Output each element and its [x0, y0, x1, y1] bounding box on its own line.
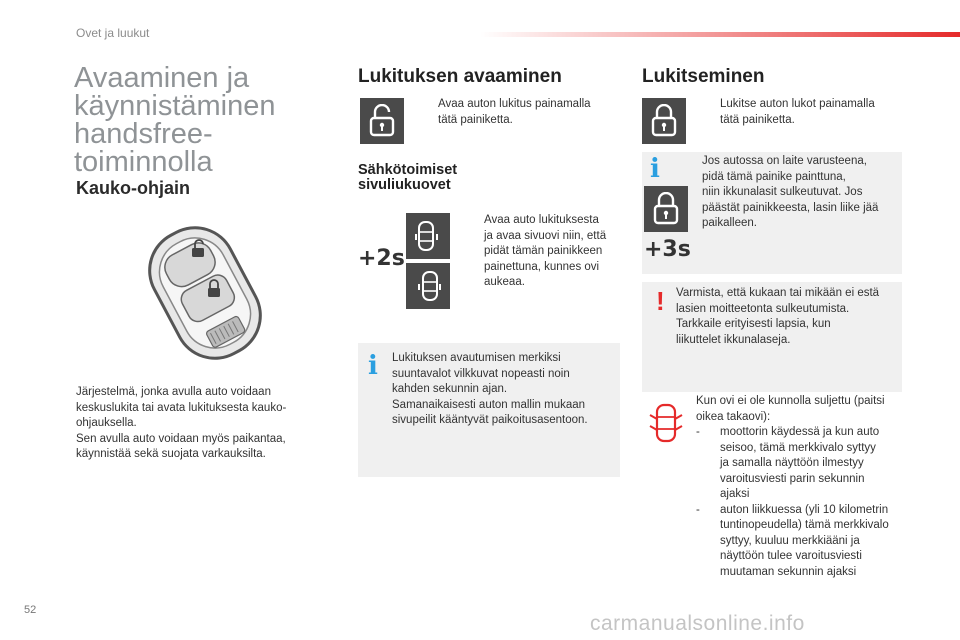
section-header: Ovet ja luukut — [76, 26, 150, 40]
door-warning-text — [696, 394, 906, 580]
info-line: Samanaikaisesti auton mallin mukaan — [392, 398, 586, 411]
header-accent-bar — [480, 32, 960, 37]
watermark: carmanualsonline.info — [590, 612, 805, 635]
info-line: suuntavalot vilkkuvat nopeasti noin — [392, 367, 570, 380]
info-line: sivupeilit kääntyvät paikoitusasentoon. — [392, 414, 588, 426]
door-warning-line: oikea takaovi): — [696, 410, 771, 423]
instruction-line: painettuna, kunnes ovi — [484, 260, 600, 273]
info-line: Lukituksen avautumisen merkiksi — [392, 352, 561, 364]
warning-line: Varmista, että kukaan tai mikään ei estä — [676, 287, 880, 299]
bullet-marker — [702, 97, 720, 113]
door-warning-line: ajaksi — [720, 488, 750, 500]
lock-instruction — [702, 97, 902, 128]
intro-line: Sen avulla auto voidaan myös paikantaa, — [76, 432, 286, 445]
instruction-line: tätä painiketta. — [720, 113, 795, 126]
door-warning-line: seisoo, tämä merkkivalo syttyy — [720, 441, 876, 454]
page-title-line: toiminnolla — [74, 146, 213, 178]
page-title-line: käynnistäminen — [74, 90, 276, 122]
section-subtitle: Kauko-ohjain — [76, 178, 191, 198]
instruction-line: pidät tämän painikkeen — [484, 245, 603, 257]
door-warning-line: näyttöön tulee varoitusviesti — [720, 550, 862, 562]
intro-line: käynnistää sekä suojata varkauksilta. — [76, 448, 266, 460]
door-warning-line: tuntinopeudella) tämä merkkivalo — [720, 519, 889, 531]
left-sliding-door-button-icon — [406, 213, 450, 259]
lock-title: Lukitseminen — [642, 66, 765, 87]
intro-paragraph — [76, 385, 336, 463]
sliding-doors-title-line: Sähkötoimiset — [358, 162, 458, 178]
door-warning-line: ja samalla näyttöön ilmestyy — [720, 457, 864, 469]
instruction-line: tätä painiketta. — [438, 113, 513, 126]
door-warning-line: Kun ovi ei ole kunnolla suljettu (paitsi — [696, 395, 885, 407]
warning-icon: ! — [656, 286, 665, 316]
dash-marker: - — [696, 503, 700, 516]
door-warning-line: auton liikkuessa (yli 10 kilometrin — [720, 503, 889, 516]
warning-line: Tarkkaile erityisesti lapsia, kun — [676, 318, 831, 330]
hold-2s-badge: +2s — [358, 246, 405, 271]
info-line: Jos autossa on laite varusteena, — [702, 155, 867, 167]
warning-line: lasien moitteetonta sulkeutumista. — [676, 302, 850, 315]
unlock-info-box — [358, 343, 620, 477]
intro-line: keskuslukita tai avata lukituksesta kauko- — [76, 401, 287, 414]
info-line: päästät painikkeesta, lasin liike jää — [702, 201, 879, 214]
instruction-line: aukeaa. — [484, 276, 525, 288]
hold-3s-badge: +3s — [644, 237, 691, 262]
bullet-marker — [466, 213, 484, 229]
page-number: 52 — [24, 604, 37, 616]
key-fob-illustration — [138, 218, 273, 368]
intro-line: Järjestelmä, jonka avulla auto voidaan — [76, 386, 271, 398]
sliding-doors-title-line: sivuliukuovet — [358, 177, 451, 193]
sliding-door-instruction — [466, 213, 621, 291]
info-line: kahden sekunnin ajan. — [392, 383, 508, 395]
instruction-line: Lukitse auton lukot painamalla — [720, 98, 875, 110]
lock-button-icon — [642, 98, 686, 144]
info-icon: i — [368, 351, 378, 381]
safety-warning-box — [642, 282, 902, 392]
door-warning-line: muutaman sekunnin ajaksi — [720, 565, 857, 578]
dash-marker: - — [696, 426, 700, 438]
page-title-line: Avaaminen ja — [74, 62, 250, 94]
info-line: pidä tämä painike painttuna, — [702, 170, 846, 183]
instruction-line: Avaa auton lukitus painamalla — [438, 98, 591, 110]
lock-hold-button-icon — [644, 186, 688, 232]
page-title-line: handsfree- — [74, 118, 213, 150]
unlock-instruction — [420, 97, 620, 128]
page-title — [74, 64, 344, 176]
instruction-line: ja avaa sivuovi niin, että — [484, 229, 607, 242]
unlock-title: Lukituksen avaaminen — [358, 66, 562, 87]
unlock-button-icon — [360, 98, 404, 144]
right-sliding-door-button-icon — [406, 263, 450, 309]
intro-line: ohjauksella. — [76, 417, 137, 429]
warning-line: liikuttelet ikkunalaseja. — [676, 333, 791, 346]
door-warning-line: syttyy, kuuluu merkkiääni ja — [720, 534, 860, 547]
info-line: niin ikkunalasit sulkeutuvat. Jos — [702, 186, 863, 198]
door-warning-line: moottorin käydessä ja kun auto — [720, 426, 880, 438]
info-line: paikalleen. — [702, 217, 757, 229]
door-warning-line: varoitusviesti parin sekunnin — [720, 472, 865, 485]
door-open-warning-light-icon — [646, 402, 686, 444]
bullet-marker — [420, 97, 438, 113]
info-icon: i — [650, 154, 660, 184]
sliding-doors-title — [358, 163, 457, 193]
instruction-line: Avaa auto lukituksesta — [484, 214, 599, 226]
